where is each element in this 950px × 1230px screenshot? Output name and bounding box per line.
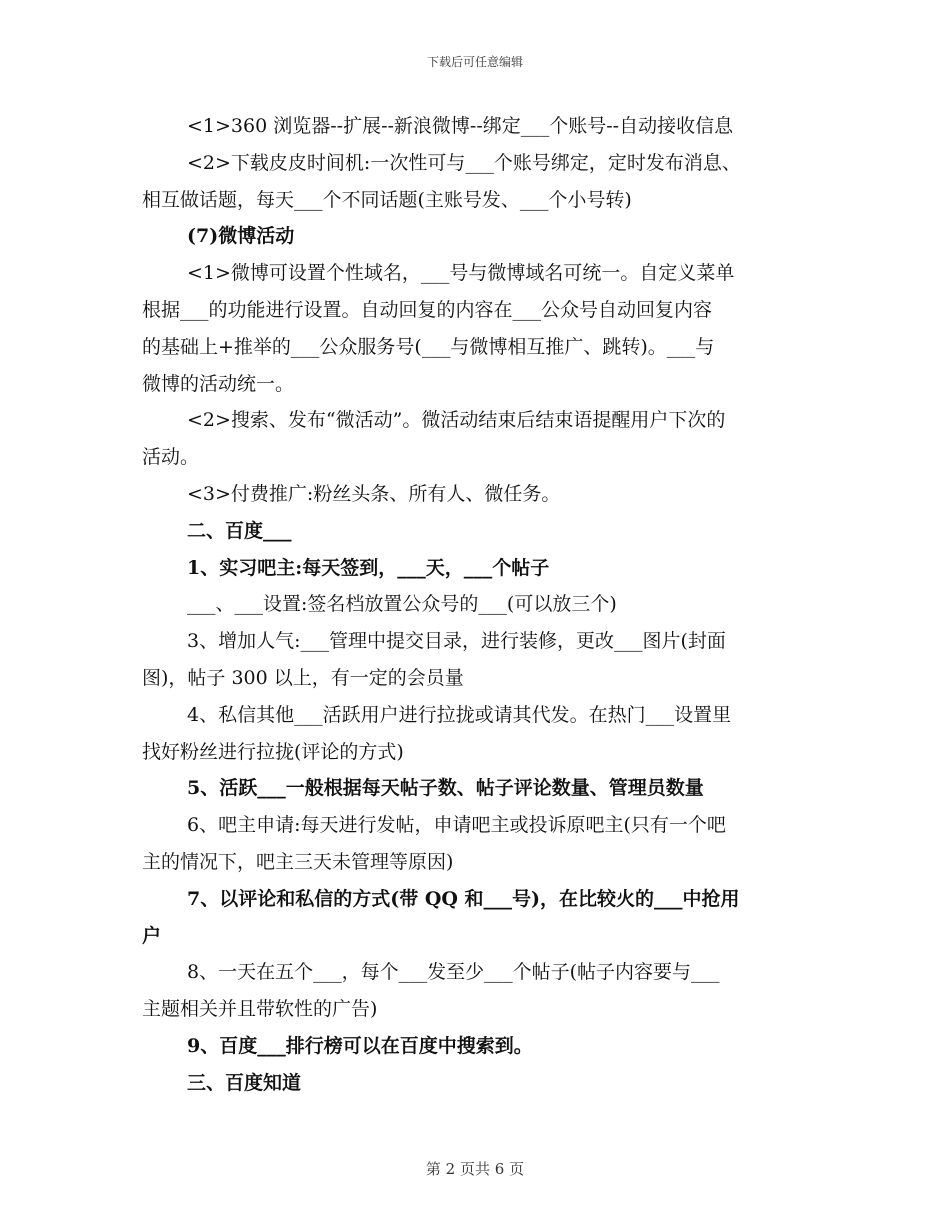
paragraph-line: 根据___的功能进行设置。自动回复的内容在___公众号自动回复内容 [142,298,713,321]
paragraph-line: 微博的活动统一。 [142,372,295,395]
paragraph-line: ___、___设置:签名档放置公众号的___(可以放三个) [187,593,617,616]
paragraph-line: <1>微博可设置个性域名，___号与微博域名可统一。自定义菜单 [187,262,735,285]
section-heading: 二、百度___ [187,519,292,542]
page-header: 下载后可任意编辑 [426,55,523,69]
paragraph-line: 的基础上+推举的___公众服务号(___与微博相互推广、跳转)。___与 [142,335,715,358]
section-heading: 三、百度知道 [187,1071,302,1094]
bold-paragraph-line: 7、以评论和私信的方式(带 QQ 和___号)，在比较火的___中抢用 [187,887,740,910]
bold-paragraph-line: 1、实习吧主:每天签到，___天，___个帖子 [187,556,550,579]
paragraph-line: 相互做话题，每天___个不同话题(主账号发、___个小号转) [142,188,632,211]
paragraph-line: <2>下载皮皮时间机:一次性可与___个账号绑定，定时发布消息、 [187,151,741,174]
paragraph-line: 4、私信其他___活跃用户进行拉拢或请其代发。在热门___设置里 [187,703,732,726]
paragraph-line: 8、一天在五个___，每个___发至少___个帖子(帖子内容要与___ [187,961,720,984]
bold-paragraph-line: 5、活跃___一般根据每天帖子数、帖子评论数量、管理员数量 [187,777,704,800]
page-footer: 第 2 页共 6 页 [425,1160,525,1178]
bold-paragraph-line: 户 [142,924,162,947]
paragraph-line: 图)，帖子 300 以上，有一定的会员量 [142,666,464,689]
section-heading: (7)微博活动 [187,225,295,248]
paragraph-line: 活动。 [142,446,200,469]
paragraph-line: 主的情况下，吧主三天未管理等原因) [142,850,454,873]
document-body [142,108,814,1102]
paragraph-line: 主题相关并且带软性的广告) [142,998,378,1021]
paragraph-line: <1>360 浏览器--扩展--新浪微博--绑定___个账号--自动接收信息 [187,115,734,137]
paragraph-line: <3>付费推广:粉丝头条、所有人、微任务。 [187,482,561,505]
paragraph-line: <2>搜索、发布“微活动”。微活动结束后结束语提醒用户下次的 [187,409,726,432]
paragraph-line: 找好粉丝进行拉拢(评论的方式) [142,740,404,763]
paragraph-line: 6、吧主申请:每天进行发帖，申请吧主或投诉原吧主(只有一个吧 [187,814,726,837]
bold-paragraph-line: 9、百度___排行榜可以在百度中搜索到。 [187,1034,533,1057]
paragraph-line: 3、增加人气:___管理中提交目录，进行装修，更改___图片(封面 [187,630,726,653]
